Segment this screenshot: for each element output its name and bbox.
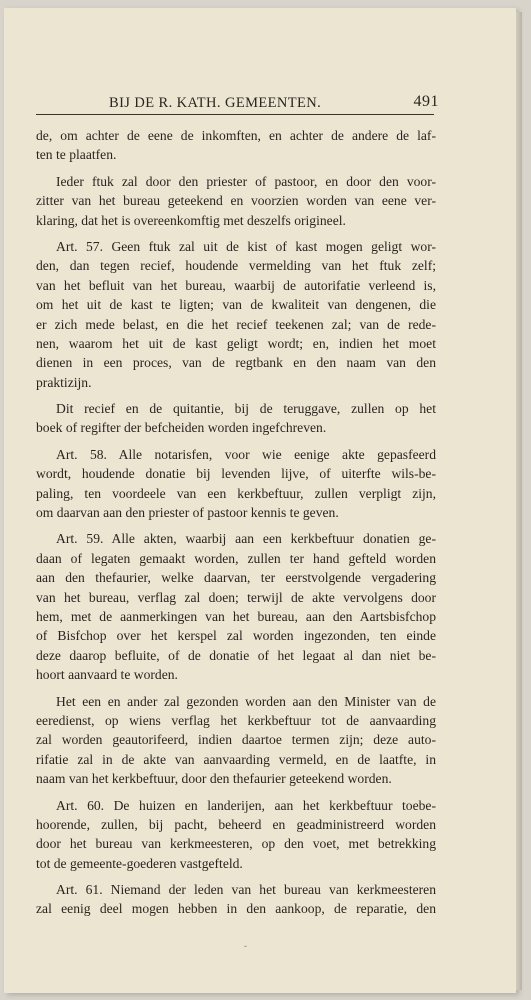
text-line: eeredienst, op wiens verflag het kerkbeftuur tot de aanvaarding xyxy=(36,712,436,728)
text-line: den, dan tegen recief, houdende vermelding van het ftuk zelf; xyxy=(36,258,436,274)
page-number: 491 xyxy=(413,93,439,110)
paragraph-gap xyxy=(36,789,436,796)
text-line: deze daarop befluite, of de donatie of het legaat al dan niet be- xyxy=(36,647,436,663)
text-line: hoort aanvaard te worden. xyxy=(36,667,178,683)
paragraph-gap xyxy=(36,392,436,399)
paragraph xyxy=(36,529,436,684)
paragraph-gap xyxy=(36,165,436,172)
text-line: Art. 57. Geen ftuk zal uit de kist of kast mogen geligt wor- xyxy=(56,238,436,254)
text-line: klaring, dat het is overeenkomftig met deszelfs origineel. xyxy=(36,212,346,228)
text-line: zal eenig deel mogen hebben in den aankoop, de reparatie, den xyxy=(36,901,436,917)
text-line: Art. 60. De huizen en landerijen, aan het kerkbeftuur toebe- xyxy=(56,797,436,813)
text-line: praktizijn. xyxy=(36,374,92,390)
text-line: van het befluit van het bureau, waarbij de autorifatie verleend is, xyxy=(36,277,436,293)
text-line: zal worden geautorifeerd, indien daartoe termen zijn; deze auto- xyxy=(36,732,436,748)
text-line: Het een en ander zal gezonden worden aan den Minister van de xyxy=(56,693,436,709)
text-line: Art. 59. Alle akten, waarbij aan een kerkbeftuur donatien ge- xyxy=(56,531,436,547)
paragraph xyxy=(36,445,436,523)
body-text xyxy=(36,126,436,919)
text-line: dienen in een proces, van de regtbank en den naam van den xyxy=(36,355,436,371)
header-rule xyxy=(36,114,434,115)
text-line: de, om achter de eene de inkomften, en achter de andere de laf- xyxy=(36,128,436,143)
paragraph-gap xyxy=(36,438,436,445)
text-line: van het bureau, verflag zal doen; terwijl de akte vervolgens door xyxy=(36,589,436,605)
paragraph-gap xyxy=(36,685,436,692)
text-line: hem, met de aanmerkingen van het bureau, aan den Aartsbisfchop xyxy=(36,608,436,624)
book-page xyxy=(4,8,516,993)
text-line: Art. 58. Alle notarisfen, voor wie eenige akte gepasfeerd xyxy=(56,446,436,462)
text-line: paling, ten voordeele van een kerkbeftuur, zullen verpligt zijn, xyxy=(36,485,436,501)
paragraph-gap xyxy=(36,230,436,237)
text-line: hoorende, zullen, bij pacht, beheerd en geadministreerd worden xyxy=(36,816,436,832)
text-line: daan of legaten gemaakt worden, zullen ter hand gefteld worden xyxy=(36,550,436,566)
paragraph xyxy=(36,796,436,874)
text-line: ten te plaatfen. xyxy=(36,147,117,163)
paragraph xyxy=(36,237,436,392)
text-line: Ieder ftuk zal door den priester of pastoor, en door den voor- xyxy=(56,173,436,189)
text-line: Dit recief en de quitantie, bij de teruggave, zullen op het xyxy=(56,401,436,417)
paragraph-gap xyxy=(36,522,436,529)
text-line: rifatie zal in de akte van aanvaarding vermeld, en de laatfte, in xyxy=(36,751,436,767)
paragraph xyxy=(36,692,436,789)
text-line: nen, waarom het uit de kast geligt wordt; en, indien het moet xyxy=(36,335,436,351)
signature-mark: ˇ xyxy=(244,944,247,954)
running-header xyxy=(109,93,439,115)
paragraph xyxy=(36,126,436,165)
text-line: zitter van het bureau geteekend en voorzien worden van eene ver- xyxy=(36,193,436,209)
text-line: er zich mede belast, en die het recief teekenen zal; van de rede- xyxy=(36,316,436,332)
text-line: door het bureau van kerkmeesteren, op den voet, met betrekking xyxy=(36,836,436,852)
text-line: naam van het kerkbeftuur, door den thefaurier geteekend worden. xyxy=(36,771,392,787)
paragraph xyxy=(36,399,436,438)
text-line: om daarvan aan den priester of pastoor kennis te geven. xyxy=(36,505,339,521)
text-line: of Bisfchop over het kerspel zal worden ingezonden, ten einde xyxy=(36,628,436,644)
paragraph xyxy=(36,880,436,919)
text-line: tot de gemeente-goederen vastgefteld. xyxy=(36,855,243,871)
text-line: wordt, houdende donatie bij levenden lijve, of uiterfte wils-be- xyxy=(36,466,436,482)
text-line: boek of regifter der befcheiden worden ingefchreven. xyxy=(36,420,327,436)
running-title: BIJ DE R. KATH. GEMEENTEN. xyxy=(109,95,322,111)
text-line: om het uit de kast te ligten; van de kwaliteit van dengenen, die xyxy=(36,297,436,313)
text-line: aan den thefaurier, welke daarvan, ter eerstvolgende vergadering xyxy=(36,570,436,586)
paragraph-gap xyxy=(36,873,436,880)
text-line: Art. 61. Niemand der leden van het bureau van kerkmeesteren xyxy=(56,882,436,898)
paragraph xyxy=(36,172,436,230)
